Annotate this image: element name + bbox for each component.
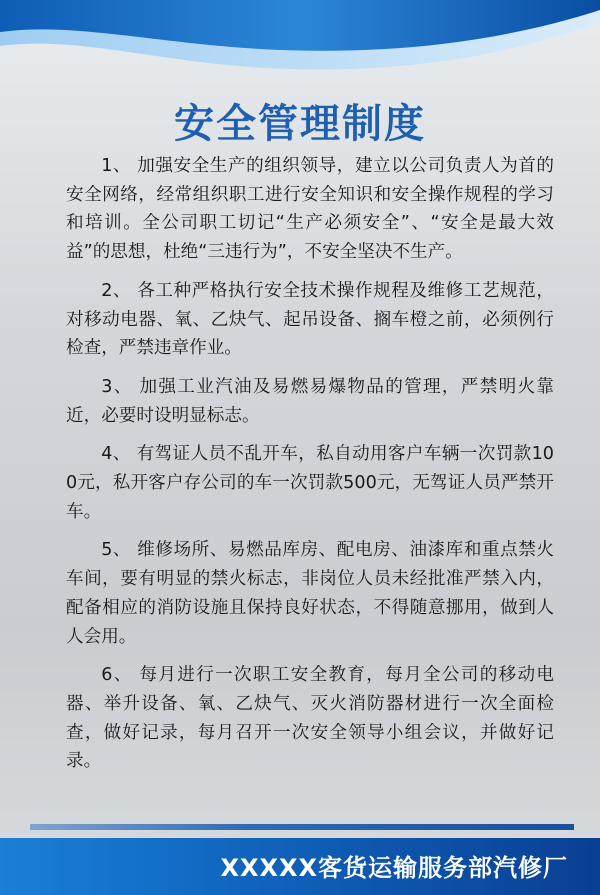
footer-bar [0,838,600,895]
rule-paragraph-1: 1、 加强安全生产的组织领导，建立以公司负责人为首的安全网络，经常组织职工进行安全知识和安全操作规程的学习和培训。全公司职工切记“生产必须安全”、“安全是最大效益”的思想，杜绝“三违行为”，不安全坚决不生产。 [66,156,554,263]
rules-content [66,152,554,786]
rule-paragraph-6: 6、 每月进行一次职工安全教育，每月全公司的移动电器、举升设备、氧、乙炔气、灭火消防器材进行一次全面检查，做好记录，每月召开一次安全领导小组会议，并做好记录。 [66,665,554,772]
rule-paragraph-2: 2、 各工种严格执行安全技术操作规程及维修工艺规范，对移动电器、氧、乙炔气、起吊设备、搁车橙之前，必须例行检查，严禁违章作业。 [66,280,554,359]
divider-bar [30,824,574,830]
top-wave-decoration [0,0,600,90]
rule-paragraph-4: 4、 有驾证人员不乱开车，私自动用客户车辆一次罚款100元，私开客户存公司的车一次罚款500元，无驾证人员严禁开车。 [66,444,554,522]
rule-paragraph-3: 3、 加强工业汽油及易燃易爆物品的管理，严禁明火靠近，必要时设明显标志。 [66,376,554,426]
rule-paragraph-5: 5、 维修场所、易燃品库房、配电房、油漆库和重点禁火车间，要有明显的禁火标志，非岗位人员未经批准严禁入内，配备相应的消防设施且保持良好状态，不得随意挪用，做到人人会用。 [66,540,554,647]
page-title: 安全管理制度 [174,101,426,147]
footer-company-name: XXXXX客货运输服务部汽修厂 [220,854,568,882]
